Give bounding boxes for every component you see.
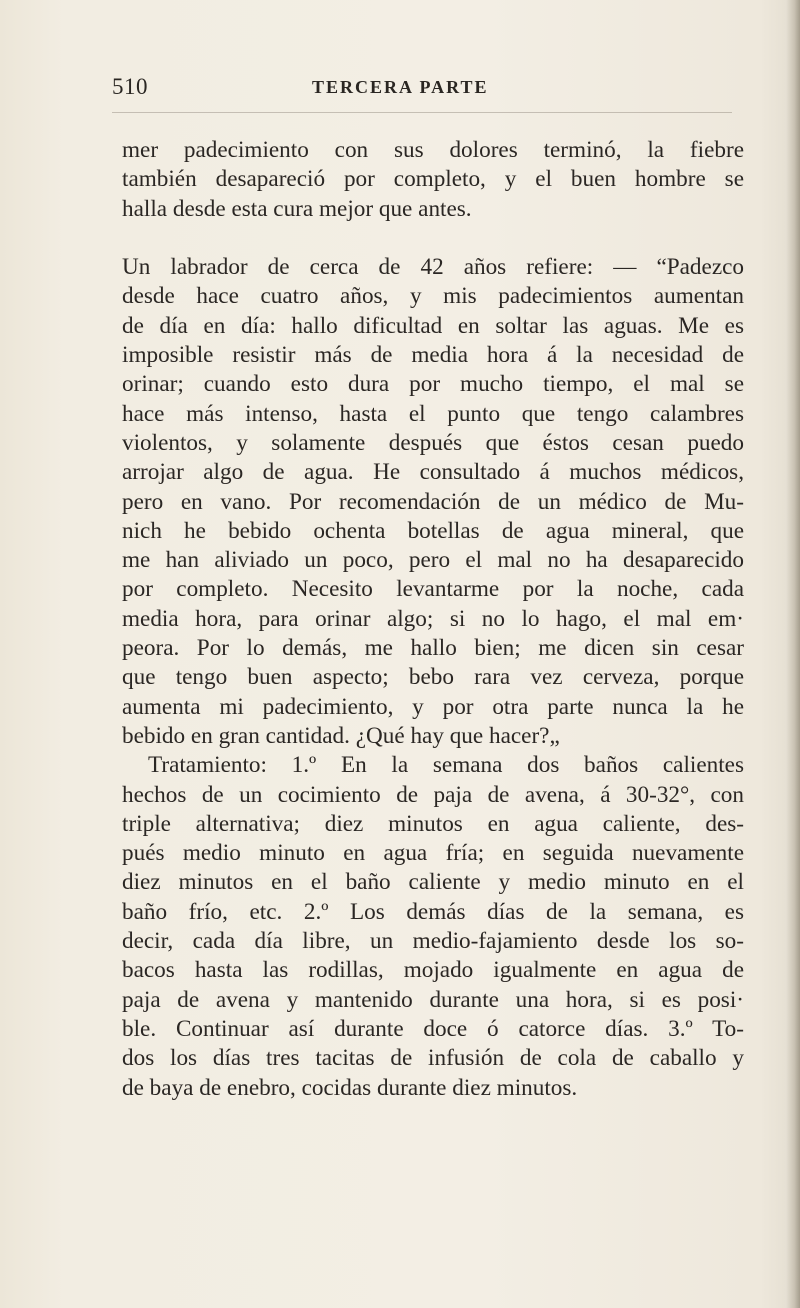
- text-line: halla desde esta cura mejor que antes.: [122, 195, 472, 222]
- paragraph-3: [122, 751, 744, 1103]
- text-line: pués medio minuto en agua fría; en seguida nuevamente: [122, 840, 744, 867]
- text-line: decir, cada día libre, un medio-fajamiento desde los so-: [122, 928, 744, 955]
- page-header: [112, 74, 732, 104]
- text-line: Un labrador de cerca de 42 años refiere: — “Padezco: [122, 254, 744, 281]
- text-line: Tratamiento: 1.º En la semana dos baños calientes: [148, 752, 744, 779]
- text-line: bebido en gran cantidad. ¿Qué hay que hacer?„: [122, 722, 560, 749]
- text-line: baño frío, etc. 2.º Los demás días de la semana, es: [122, 898, 744, 925]
- text-line: pero en vano. Por recomendación de un médico de Mu-: [122, 488, 744, 515]
- text-line: paja de avena y mantenido durante una hora, si es posi·: [122, 986, 744, 1013]
- text-line: violentos, y solamente después que éstos cesan puedo: [122, 429, 744, 456]
- text-line: mer padecimiento con sus dolores terminó, la fiebre: [122, 137, 744, 163]
- text-line: nich he bebido ochenta botellas de agua mineral, que: [122, 517, 744, 544]
- header-rule: [112, 112, 732, 113]
- text-line: también desapareció por completo, y el buen hombre se: [122, 166, 744, 193]
- text-line: triple alternativa; diez minutos en agua caliente, des-: [122, 810, 744, 837]
- running-head: TERCERA PARTE: [312, 77, 489, 97]
- text-line: orinar; cuando esto dura por mucho tiempo, el mal se: [122, 371, 744, 398]
- text-line: de baya de enebro, cocidas durante diez minutos.: [122, 1074, 578, 1101]
- page-edge-shadow: [786, 0, 800, 1308]
- text-line: arrojar algo de agua. He consultado á muchos médicos,: [122, 459, 744, 486]
- text-line: diez minutos en el baño caliente y medio minuto en el: [122, 869, 744, 896]
- paragraph-gap: [122, 224, 744, 253]
- paragraph-2: [122, 253, 744, 751]
- text-line: dos los días tres tacitas de infusión de cola de caballo y: [122, 1045, 744, 1072]
- text-line: por completo. Necesito levantarme por la noche, cada: [122, 576, 744, 603]
- paragraph-1: [122, 136, 744, 224]
- text-line: imposible resistir más de media hora á la necesidad de: [122, 342, 744, 369]
- text-line: ble. Continuar así durante doce ó catorce días. 3.º To-: [122, 1015, 744, 1042]
- text-line: que tengo buen aspecto; bebo rara vez cerveza, porque: [122, 664, 744, 691]
- page-number: 510: [112, 74, 148, 99]
- body-text: [122, 136, 744, 1103]
- text-line: de día en día: hallo dificultad en soltar las aguas. Me es: [122, 312, 744, 339]
- text-line: bacos hasta las rodillas, mojado igualmente en agua de: [122, 957, 744, 984]
- text-line: hechos de un cocimiento de paja de avena, á 30-32°, con: [122, 781, 744, 808]
- text-line: peora. Por lo demás, me hallo bien; me dicen sin cesar: [122, 635, 744, 662]
- text-line: desde hace cuatro años, y mis padecimientos aumentan: [122, 283, 744, 310]
- text-line: media hora, para orinar algo; si no lo hago, el mal em·: [122, 605, 744, 632]
- text-line: hace más intenso, hasta el punto que tengo calambres: [122, 400, 744, 427]
- text-line: aumenta mi padecimiento, y por otra parte nunca la he: [122, 693, 744, 720]
- text-line: me han aliviado un poco, pero el mal no ha desaparecido: [122, 547, 744, 574]
